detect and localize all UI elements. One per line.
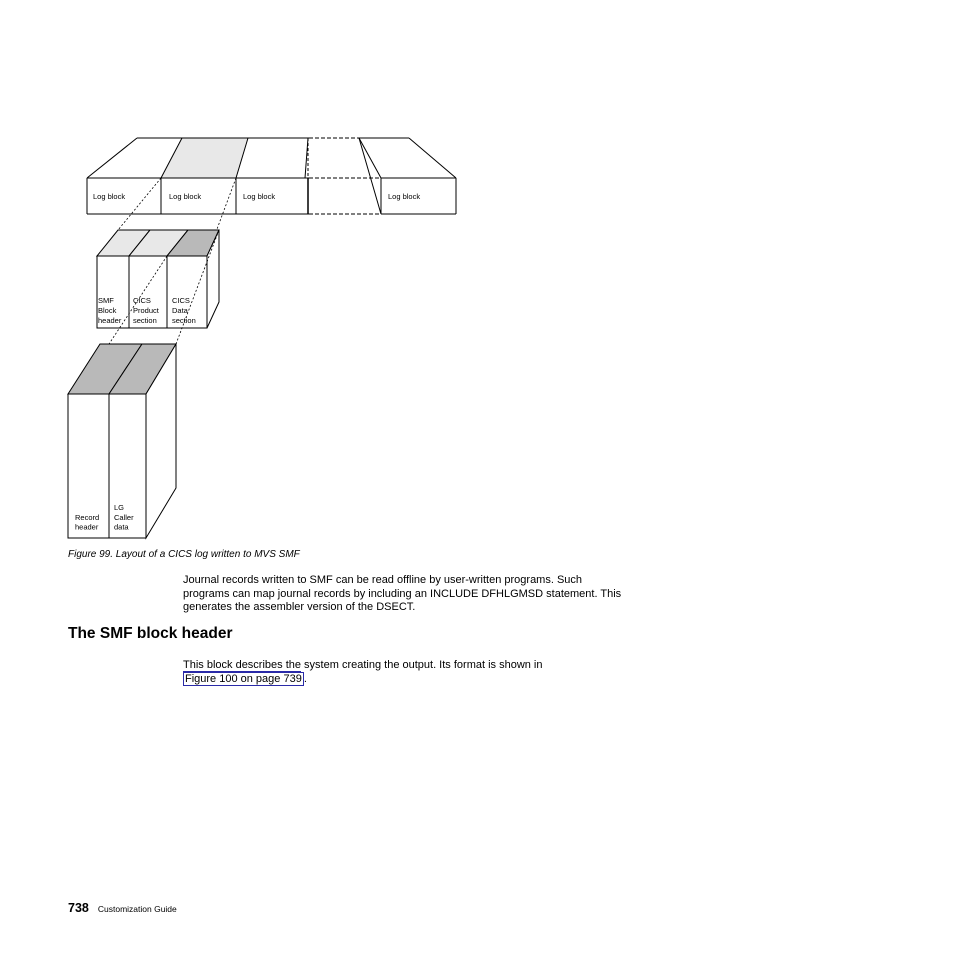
figure-caption: Figure 99. Layout of a CICS log written to MVS SMF xyxy=(68,549,300,560)
log-block-label-4: Log block xyxy=(388,192,421,201)
log-block-label-1: Log block xyxy=(93,192,126,201)
figure-100-link[interactable]: Figure 100 on page 739 xyxy=(185,672,302,685)
page-number: 738 xyxy=(68,901,89,915)
smf-label-2: Block xyxy=(98,306,117,315)
smf-section-labels xyxy=(98,296,196,325)
smf-label-1: SMF xyxy=(98,296,114,305)
log-block-strip xyxy=(87,138,456,214)
paragraph-end-punct: . xyxy=(303,672,307,685)
record-header-label-2: header xyxy=(75,522,99,532)
caller-data-label-3: data xyxy=(114,522,129,532)
cics-product-label-3: section xyxy=(133,316,157,325)
paragraph-text-rest: system creating the output. Its format is shown in xyxy=(301,659,543,671)
document-title: Customization Guide xyxy=(97,904,177,914)
cics-data-label-3: section xyxy=(172,316,196,325)
cics-data-label-2: Data xyxy=(172,306,188,315)
caller-data-label-1: LG xyxy=(114,503,125,512)
svg-text:Recordheader xyxy=(75,513,99,532)
cics-product-label-2: Product xyxy=(133,306,159,315)
page-footer xyxy=(68,901,177,915)
paragraph-text-start: This block describes the xyxy=(183,659,301,671)
section-heading: The SMF block header xyxy=(68,625,233,642)
cics-data-label-1: CICS xyxy=(172,296,190,305)
caller-data-label-2: Caller xyxy=(114,513,134,522)
log-block-label-3: Log block xyxy=(243,192,276,201)
body-paragraph-smf-header xyxy=(183,659,623,686)
body-paragraph-journal: Journal records written to SMF can be read offline by user-written programs. Such programs can map journal records by including an INCLUDE DFHLGMSD statement. This generates the assembler version of the DSECT. xyxy=(183,574,622,613)
record-header-label-1: Record xyxy=(75,513,100,522)
log-block-label-2: Log block xyxy=(169,192,202,201)
smf-label-3: header xyxy=(98,316,122,325)
cics-product-label-1: CICS xyxy=(133,296,151,305)
log-block-shaded-top xyxy=(161,138,248,178)
